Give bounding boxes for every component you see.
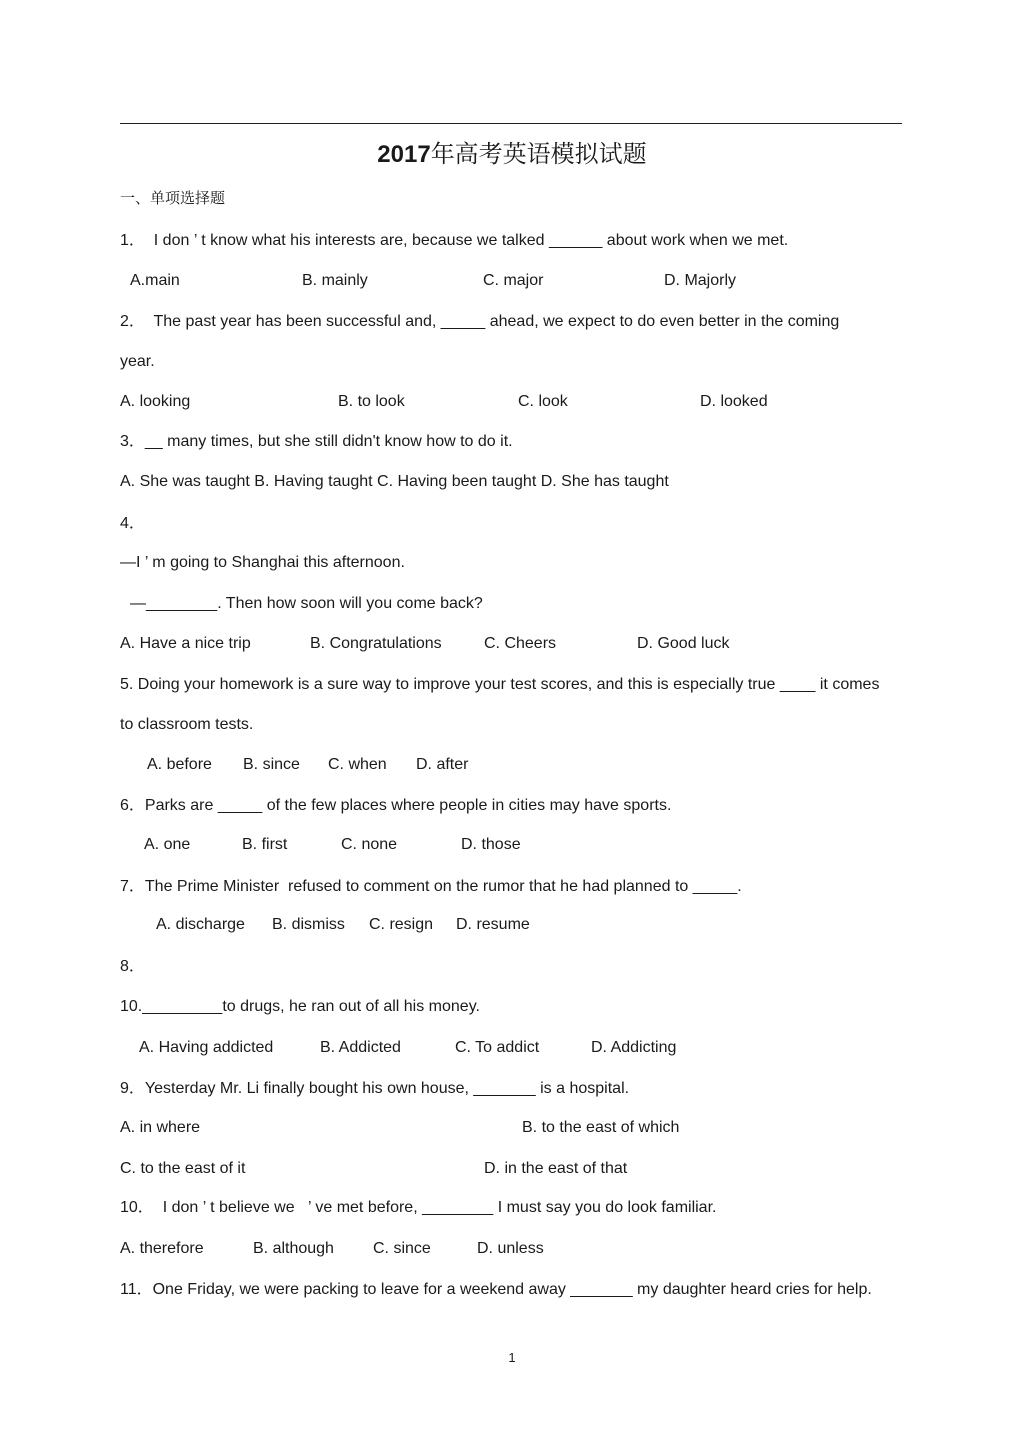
q10-first-option-d: D. Addicting	[591, 1039, 677, 1056]
q4-dialogue-line-2: —________. Then how soon will you come back?	[130, 595, 483, 612]
q1-option-a: A.main	[130, 272, 180, 289]
question-2: 2． The past year has been successful and, _____ ahead, we expect to do even better in the coming	[120, 313, 840, 330]
title-year: 2017	[377, 141, 431, 168]
q4-option-a: A. Have a nice trip	[120, 635, 251, 652]
question-10: 10． I don ’ t believe we ’ ve met before, ________ I must say you do look familiar.	[120, 1199, 717, 1216]
q2-option-d: D. looked	[700, 393, 768, 410]
question-1: 1． I don ’ t know what his interests are, because we talked ______ about work when we met.	[120, 232, 789, 249]
question-8: 8．	[120, 958, 145, 975]
q10-first-option-b: B. Addicted	[320, 1039, 401, 1056]
q3-options: A. She was taught B. Having taught C. Having been taught D. She has taught	[120, 473, 669, 490]
header-rule	[120, 123, 902, 124]
q5-option-d: D. after	[416, 756, 469, 773]
q1-option-b: B. mainly	[302, 272, 368, 289]
title-text: 年高考英语模拟试题	[430, 140, 647, 168]
q2-option-c: C. look	[518, 393, 568, 410]
question-2-continued: year.	[120, 353, 155, 370]
question-6: 6．Parks are _____ of the few places where people in cities may have sports.	[120, 797, 672, 814]
q1-option-d: D. Majorly	[664, 272, 737, 289]
q4-option-d: D. Good luck	[637, 635, 730, 652]
q2-option-a: A. looking	[120, 393, 191, 410]
question-4: 4．	[120, 515, 145, 532]
q6-option-d: D. those	[461, 836, 521, 853]
q5-option-b: B. since	[243, 756, 300, 773]
question-9: 9．Yesterday Mr. Li finally bought his own house, _______ is a hospital.	[120, 1080, 630, 1097]
q10-option-d: D. unless	[477, 1240, 544, 1257]
q6-option-b: B. first	[242, 836, 288, 853]
q9-option-b: B. to the east of which	[522, 1119, 680, 1136]
question-10-first: 10._________to drugs, he ran out of all his money.	[120, 998, 480, 1015]
q10-option-b: B. although	[253, 1240, 334, 1257]
q9-option-d: D. in the east of that	[484, 1160, 628, 1177]
q5-option-a: A. before	[147, 756, 212, 773]
q1-option-c: C. major	[483, 272, 544, 289]
q6-option-a: A. one	[144, 836, 191, 853]
q7-option-b: B. dismiss	[272, 916, 345, 933]
q10-first-option-a: A. Having addicted	[139, 1039, 274, 1056]
question-7: 7．The Prime Minister refused to comment on the rumor that he had planned to _____.	[120, 878, 742, 895]
q10-option-c: C. since	[373, 1240, 431, 1257]
q4-option-c: C. Cheers	[484, 635, 557, 652]
question-5: 5. Doing your homework is a sure way to improve your test scores, and this is especially true ____ it comes	[120, 676, 880, 693]
q9-option-c: C. to the east of it	[120, 1160, 246, 1177]
q10-first-option-c: C. To addict	[455, 1039, 540, 1056]
q2-option-b: B. to look	[338, 393, 405, 410]
section-heading: 一、单项选择题	[120, 189, 226, 207]
q9-option-a: A. in where	[120, 1119, 201, 1136]
page-title	[0, 138, 1024, 171]
question-5-continued: to classroom tests.	[120, 716, 254, 733]
question-3: 3．__ many times, but she still didn't know how to do it.	[120, 433, 513, 450]
q7-option-c: C. resign	[369, 916, 434, 933]
q4-option-b: B. Congratulations	[310, 635, 442, 652]
q4-dialogue-line-1: —I ’ m going to Shanghai this afternoon.	[120, 554, 405, 571]
q6-option-c: C. none	[341, 836, 398, 853]
q7-option-a: A. discharge	[156, 916, 245, 933]
q10-option-a: A. therefore	[120, 1240, 204, 1257]
q5-option-c: C. when	[328, 756, 387, 773]
question-11: 11．One Friday, we were packing to leave for a weekend away _______ my daughter heard cries for help.	[120, 1281, 872, 1298]
page-number: 1	[508, 1350, 516, 1365]
q7-option-d: D. resume	[456, 916, 530, 933]
